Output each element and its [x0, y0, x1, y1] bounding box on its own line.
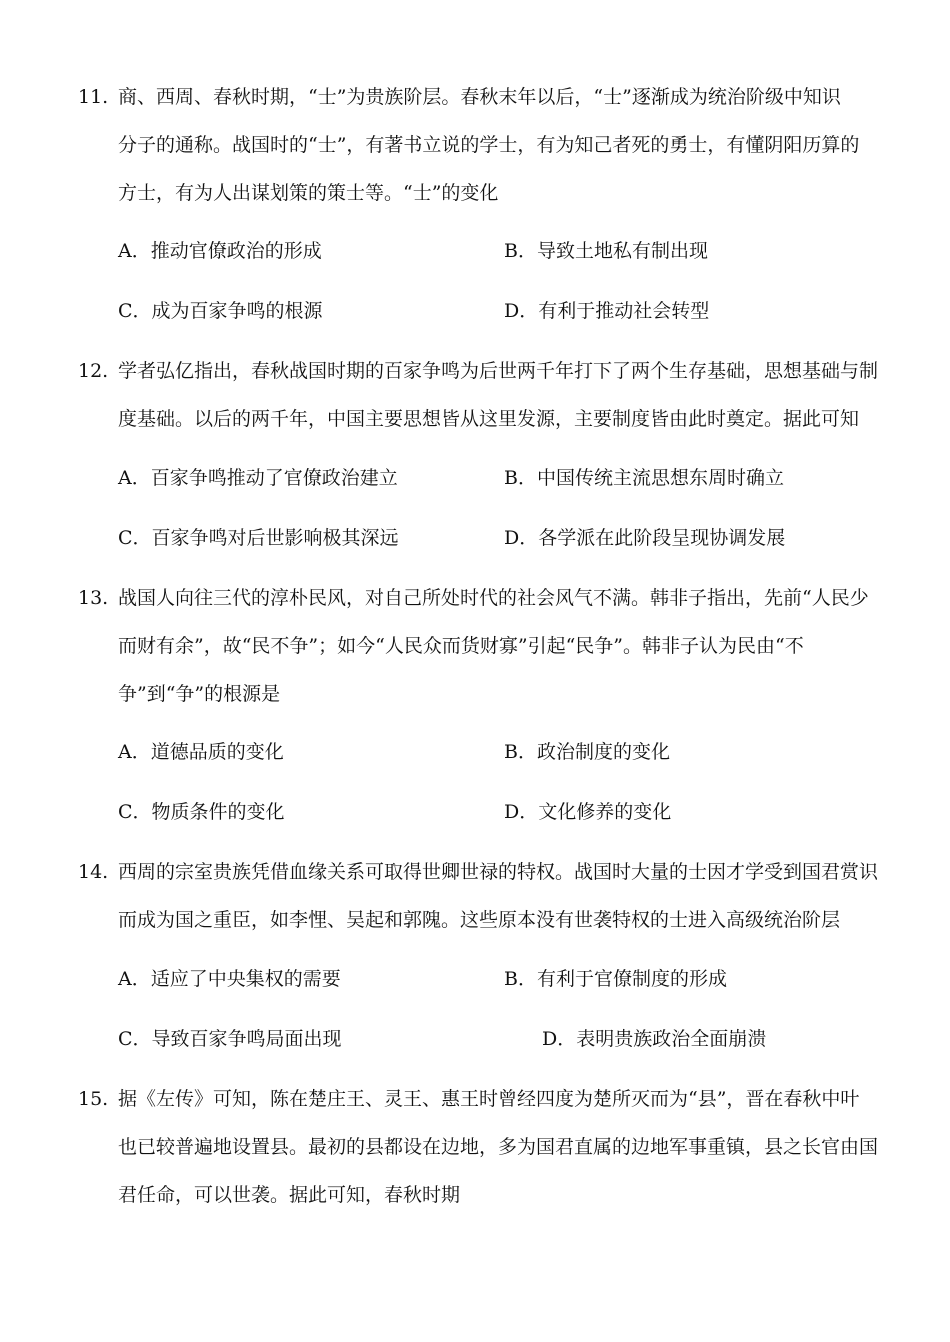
question-line	[78, 347, 910, 395]
question-12-options	[118, 448, 910, 568]
option-d[interactable]: D．有利于推动社会转型	[504, 300, 710, 322]
question-line: 度基础。以后的两千年，中国主要思想皆从这里发源，主要制度皆由此时奠定。据此可知	[118, 408, 860, 430]
option-c[interactable]: C．成为百家争鸣的根源	[118, 300, 323, 322]
question-line: 争”到“争”的根源是	[118, 683, 281, 705]
question-line	[78, 574, 910, 622]
question-11-stem	[78, 73, 910, 217]
question-line: 分子的通称。战国时的“士”，有著书立说的学士，有为知己者死的勇士，有懂阴阳历算的	[118, 134, 860, 156]
option-a[interactable]: A．推动官僚政治的形成	[118, 240, 322, 262]
option-c[interactable]: C．物质条件的变化	[118, 801, 285, 823]
question-number: 13.	[78, 587, 109, 609]
question-13-stem	[78, 574, 910, 718]
question-12-stem	[78, 347, 910, 443]
question-text: 商、西周、春秋时期，“士”为贵族阶层。春秋末年以后，“士”逐渐成为统治阶级中知识	[118, 86, 841, 108]
option-c[interactable]: C．百家争鸣对后世影响极其深远	[118, 527, 399, 549]
option-row	[118, 1009, 910, 1069]
option-row	[118, 782, 910, 842]
question-line	[78, 1075, 910, 1123]
question-number: 12.	[78, 360, 109, 382]
option-b[interactable]: B．导致土地私有制出现	[504, 240, 708, 262]
question-line	[78, 848, 910, 896]
question-11-options	[118, 221, 910, 341]
option-b[interactable]: B．中国传统主流思想东周时确立	[504, 467, 784, 489]
option-row	[118, 221, 910, 281]
option-d[interactable]: D．文化修养的变化	[504, 801, 672, 823]
option-a[interactable]: A．百家争鸣推动了官僚政治建立	[118, 467, 398, 489]
question-line: 而财有余”，故“民不争”；如今“人民众而货财寡”引起“民争”。韩非子认为民由“不	[118, 635, 804, 657]
question-14-stem	[78, 848, 910, 944]
option-d[interactable]: D．各学派在此阶段呈现协调发展	[504, 527, 786, 549]
question-text: 西周的宗室贵族凭借血缘关系可取得世卿世禄的特权。战国时大量的士因才学受到国君赏识	[118, 861, 879, 883]
question-line: 也已较普遍地设置县。最初的县都设在边地，多为国君直属的边地军事重镇，县之长官由国	[118, 1136, 879, 1158]
option-d[interactable]: D．表明贵族政治全面崩溃	[542, 1028, 767, 1050]
question-line: 方士，有为人出谋划策的策士等。“士”的变化	[118, 182, 499, 204]
question-13-options	[118, 722, 910, 842]
option-row	[118, 448, 910, 508]
option-row	[118, 722, 910, 782]
option-a[interactable]: A．道德品质的变化	[118, 741, 284, 763]
question-14-options	[118, 949, 910, 1069]
question-line: 君任命，可以世袭。据此可知，春秋时期	[118, 1184, 461, 1206]
question-text: 学者弘亿指出，春秋战国时期的百家争鸣为后世两千年打下了两个生存基础，思想基础与制	[118, 360, 879, 382]
option-row	[118, 281, 910, 341]
option-b[interactable]: B．政治制度的变化	[504, 741, 670, 763]
question-number: 15.	[78, 1088, 109, 1110]
question-number: 11.	[78, 86, 109, 108]
question-text: 据《左传》可知，陈在楚庄王、灵王、惠王时曾经四度为楚所灭而为“县”，晋在春秋中叶	[118, 1088, 860, 1110]
question-text: 战国人向往三代的淳朴民风，对自己所处时代的社会风气不满。韩非子指出，先前“人民少	[118, 587, 869, 609]
question-15-stem	[78, 1075, 910, 1219]
option-b[interactable]: B．有利于官僚制度的形成	[504, 968, 727, 990]
option-row	[118, 508, 910, 568]
option-row	[118, 949, 910, 1009]
question-number: 14.	[78, 861, 109, 883]
option-a[interactable]: A．适应了中央集权的需要	[118, 968, 341, 990]
option-c[interactable]: C．导致百家争鸣局面出现	[118, 1028, 342, 1050]
question-line: 而成为国之重臣，如李悝、吴起和郭隗。这些原本没有世袭特权的士进入高级统治阶层	[118, 909, 841, 931]
question-line	[78, 73, 910, 121]
